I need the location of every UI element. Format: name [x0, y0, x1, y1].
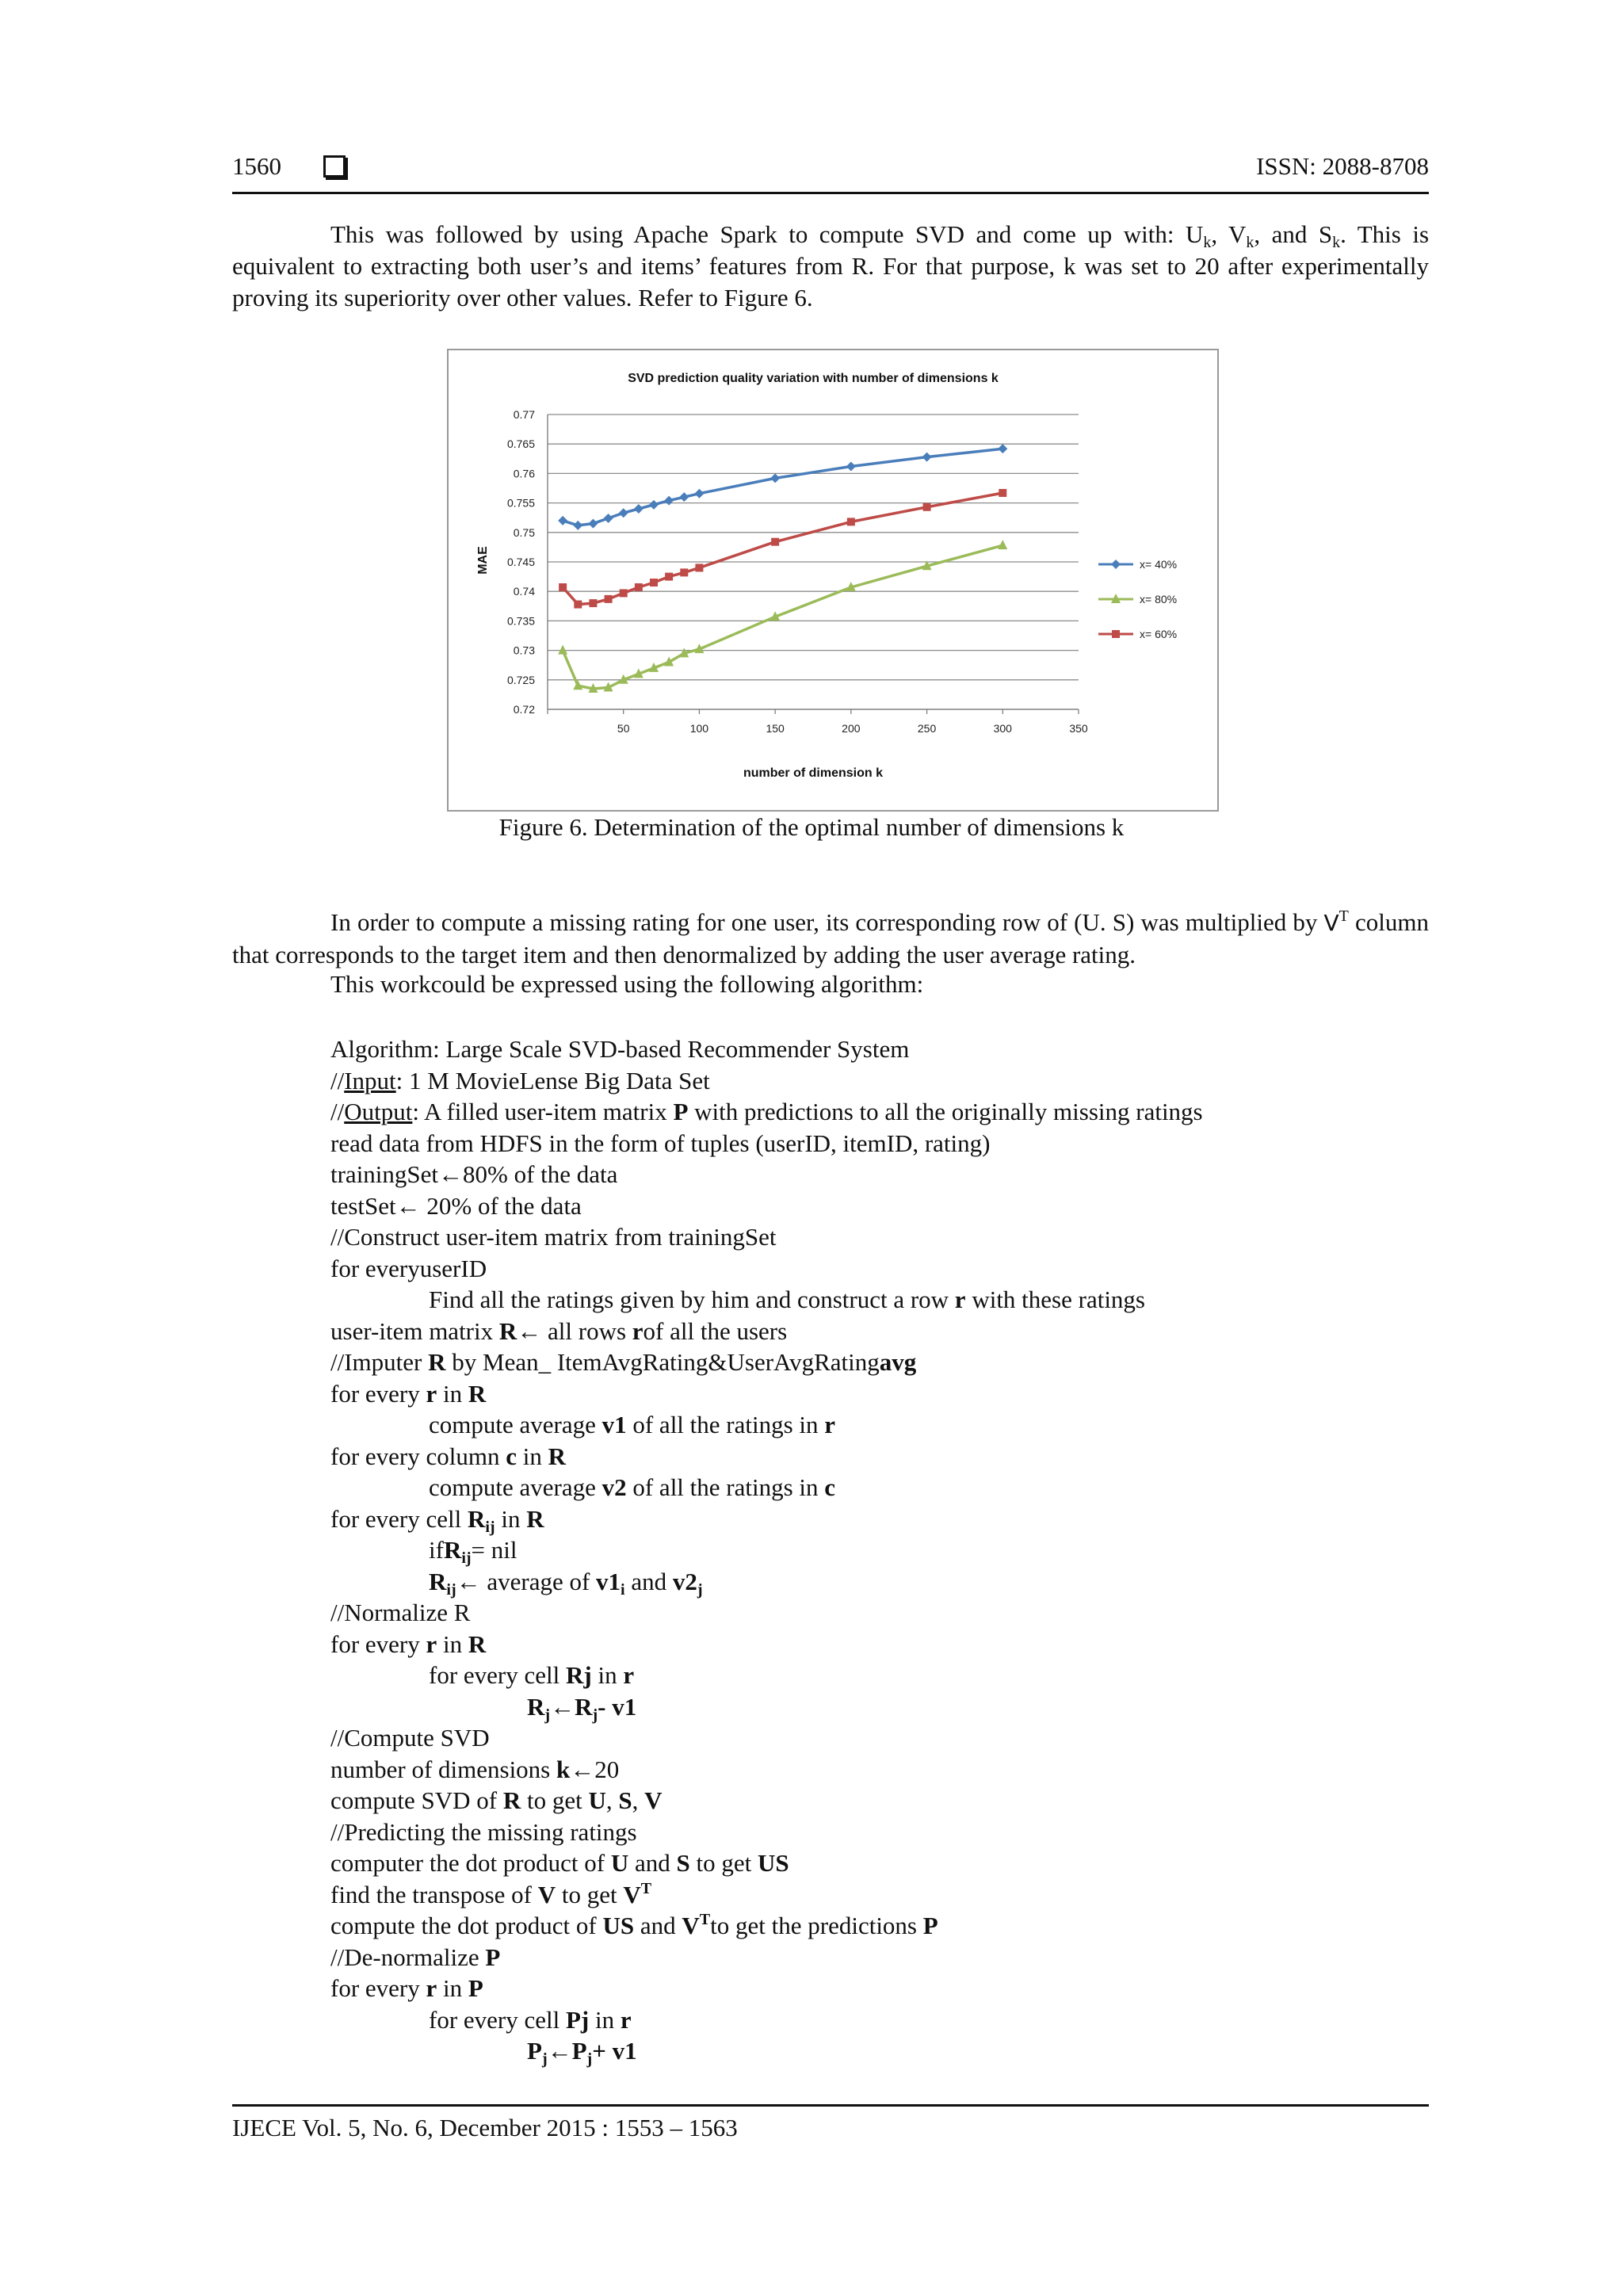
data-point — [998, 540, 1007, 549]
text: R — [548, 1442, 567, 1470]
data-point — [574, 601, 582, 609]
algorithm-line — [330, 1378, 1203, 1410]
text: to get — [521, 1786, 589, 1814]
data-point — [998, 444, 1007, 453]
algorithm-line — [330, 1347, 1203, 1378]
text: R — [468, 1379, 487, 1408]
text: and — [624, 1567, 673, 1595]
text: This was followed by using Apache Spark to compute SVD and come up with: U — [330, 220, 1204, 248]
text: with predictions to all the originally missing ratings — [688, 1098, 1203, 1125]
algorithm-line — [330, 1942, 1203, 1973]
data-point — [558, 645, 567, 655]
text: R — [526, 1504, 544, 1533]
superscript: T — [640, 1879, 652, 1897]
text: S — [618, 1786, 632, 1814]
x-tick-label: 150 — [766, 722, 785, 735]
subscript: j — [697, 1580, 703, 1599]
text: r — [426, 1974, 437, 2002]
text: , and S — [1254, 220, 1333, 248]
y-tick-label: 0.745 — [506, 556, 535, 568]
text: R — [502, 1786, 521, 1814]
output-label: Output — [344, 1098, 413, 1125]
text: r — [954, 1286, 966, 1313]
text: of all the users — [643, 1316, 788, 1345]
text: c — [506, 1442, 517, 1470]
text: find the transpose of — [330, 1880, 538, 1908]
text: ←20 — [570, 1755, 620, 1783]
figure-chart — [447, 349, 1219, 812]
text: P — [468, 1974, 483, 2002]
text: r — [623, 1661, 635, 1689]
algorithm-line — [330, 1503, 1203, 1535]
legend-label: x= 80% — [1140, 593, 1178, 606]
text: computer the dot product of — [330, 1849, 611, 1877]
text: compute SVD of — [330, 1786, 503, 1814]
data-point — [999, 489, 1006, 497]
subscript: k — [1332, 234, 1341, 251]
data-point — [695, 563, 703, 571]
data-point — [649, 500, 659, 510]
text: for every — [330, 1629, 426, 1658]
algorithm-line — [330, 1409, 1203, 1441]
text: of all the ratings in — [626, 1473, 825, 1501]
text: compute average — [429, 1473, 602, 1501]
algorithm-line — [330, 1910, 1203, 1942]
page-number: 1560 — [232, 152, 281, 180]
x-tick-label: 300 — [993, 722, 1012, 735]
text: : A filled user-item matrix — [412, 1098, 674, 1125]
text: c — [824, 1473, 836, 1501]
algorithm-line — [330, 1660, 1203, 1691]
subscript: j — [541, 2050, 548, 2068]
text: ← average of — [456, 1567, 597, 1595]
data-point — [680, 568, 688, 576]
algorithm-line: trainingSet←80% of the data — [330, 1160, 618, 1188]
text: R — [429, 1567, 447, 1595]
subscript: j — [592, 1706, 598, 1724]
footer-citation: IJECE Vol. 5, No. 6, December 2015 : 1553 – 1563 — [232, 2114, 738, 2141]
algorithm-line — [330, 1534, 1203, 1566]
text: if — [429, 1536, 444, 1564]
text: r — [620, 2005, 632, 2034]
algorithm-line: //Normalize R — [330, 1599, 471, 1626]
data-point — [620, 589, 628, 597]
text: k — [556, 1755, 571, 1783]
series-line — [563, 545, 1002, 689]
x-tick-label: 350 — [1069, 722, 1088, 735]
data-point — [847, 518, 855, 525]
data-point — [635, 583, 643, 591]
y-axis-label: MAE — [476, 546, 490, 575]
algorithm-line — [330, 1472, 1203, 1503]
legend-marker — [1112, 630, 1120, 638]
text: in — [437, 1629, 468, 1658]
text: U — [610, 1849, 629, 1877]
text: ← — [550, 1692, 575, 1721]
algorithm-output: //Output: A filled user-item matrix P with predictions to all the originally missing ratings — [330, 1098, 1203, 1125]
algorithm-line — [330, 1566, 1203, 1598]
series-line — [563, 449, 1002, 525]
text: number of dimensions — [330, 1755, 556, 1783]
text: of all the ratings in — [626, 1411, 825, 1438]
superscript: T — [699, 1911, 711, 1928]
algorithm-line — [330, 1973, 1203, 2004]
legend-label: x= 60% — [1140, 628, 1178, 640]
text: P — [571, 2037, 587, 2065]
data-point — [922, 453, 932, 462]
text: R — [468, 1629, 487, 1658]
text: for every — [330, 1379, 426, 1408]
algorithm-line — [330, 2035, 1203, 2067]
text: R — [498, 1316, 517, 1345]
text: r — [426, 1629, 437, 1658]
text: = nil — [471, 1536, 517, 1564]
issn: ISSN: 2088-8708 — [1256, 152, 1429, 180]
square-bullet-icon — [323, 155, 346, 178]
algorithm-line — [330, 1441, 1203, 1473]
algorithm-input: //Input: 1 M MovieLense Big Data Set — [330, 1066, 710, 1095]
text: - v1 — [598, 1692, 637, 1721]
paragraph-lead-in: This workcould be expressed using the following algorithm: — [330, 970, 924, 998]
subscript: i — [621, 1580, 625, 1599]
text: user-item matrix — [330, 1316, 499, 1345]
x-tick-label: 100 — [689, 722, 709, 735]
text: U — [588, 1786, 606, 1814]
input-label: Input — [344, 1066, 396, 1095]
subscript: ij — [485, 1518, 495, 1536]
algorithm-block — [330, 1033, 1203, 2067]
text: v1 — [596, 1567, 621, 1595]
x-tick-label: 50 — [617, 722, 630, 735]
text: , — [605, 1786, 619, 1814]
data-point — [589, 599, 597, 607]
text: for every cell — [429, 1661, 566, 1689]
text: v1 — [601, 1411, 627, 1438]
text: v2 — [672, 1567, 697, 1595]
algorithm-title: Algorithm: Large Scale SVD-based Recommender System — [330, 1035, 910, 1063]
data-point — [558, 516, 567, 525]
text: In order to compute a missing rating for one user, its corresponding row of (U. S) was multiplied by — [330, 908, 1324, 936]
y-tick-label: 0.765 — [506, 437, 535, 451]
data-point — [694, 489, 704, 499]
text: V — [1323, 910, 1339, 936]
data-point — [573, 680, 582, 690]
y-tick-label: 0.735 — [506, 614, 535, 628]
text: to get the predictions — [710, 1912, 923, 1939]
x-axis-label: number of dimension k — [743, 766, 884, 780]
algorithm-line: testSet← 20% of the data — [330, 1191, 582, 1220]
x-tick-label: 250 — [917, 722, 937, 735]
text: in — [495, 1504, 527, 1533]
subscript: ij — [461, 1549, 472, 1567]
algorithm-line: for everyuserID — [330, 1254, 487, 1282]
text: R — [527, 1692, 545, 1721]
text: V — [537, 1880, 556, 1908]
y-tick-label: 0.73 — [513, 644, 535, 657]
text: v2 — [601, 1473, 627, 1501]
data-point — [664, 496, 674, 506]
text: P — [485, 1943, 501, 1971]
text: US — [757, 1849, 789, 1877]
data-point — [619, 508, 628, 518]
x-tick-label: 200 — [842, 722, 861, 735]
text: for every cell — [429, 2005, 566, 2034]
text: R — [443, 1536, 462, 1564]
text: compute average — [429, 1411, 602, 1438]
subscript: ij — [446, 1580, 456, 1599]
y-tick-label: 0.72 — [513, 703, 535, 716]
algorithm-line — [330, 1847, 1203, 1879]
header-rule — [232, 192, 1429, 194]
text: ← all rows — [517, 1316, 632, 1345]
text: in — [591, 1661, 624, 1689]
text: S — [676, 1849, 690, 1877]
algorithm-line — [330, 1629, 1203, 1660]
text: r — [824, 1411, 836, 1438]
algorithm-line — [330, 1284, 1203, 1316]
text: . This is equivalent to extracting both user’s and items’ features from R. For that purpose, k was set to 20 after experimentally proving its superiority over other values. Refer to Figure 6. — [232, 220, 1430, 311]
text: to get — [689, 1849, 758, 1877]
text: //De-normalize — [330, 1943, 486, 1971]
text: for every cell — [330, 1504, 468, 1533]
data-point — [679, 492, 689, 502]
data-point — [771, 538, 779, 546]
chart-title: SVD prediction quality variation with number of dimensions k — [628, 372, 999, 385]
figure-caption: Figure 6. Determination of the optimal number of dimensions k — [498, 813, 1125, 841]
data-point — [559, 583, 567, 591]
text: in — [517, 1442, 548, 1470]
text: compute the dot product of — [330, 1912, 603, 1939]
text: R — [428, 1348, 446, 1376]
y-tick-label: 0.75 — [513, 525, 535, 539]
text: in — [437, 1974, 468, 2002]
text: r — [426, 1379, 437, 1408]
text: US — [602, 1912, 635, 1939]
data-point — [605, 595, 613, 603]
text: for every column — [330, 1442, 506, 1470]
text: Pj — [565, 2005, 590, 2034]
subscript: k — [1246, 234, 1254, 251]
chart-svg — [449, 350, 1217, 810]
text: r — [632, 1316, 643, 1345]
data-point — [650, 579, 658, 586]
algorithm-line: //Compute SVD — [330, 1724, 490, 1752]
data-point — [604, 514, 613, 523]
superscript: T — [1338, 907, 1349, 925]
legend-marker — [1111, 560, 1121, 569]
subscript: j — [544, 1706, 551, 1724]
text: ← — [547, 2037, 572, 2065]
text: in — [589, 2005, 621, 2034]
algorithm-line: //Predicting the missing ratings — [330, 1817, 637, 1846]
paragraph-missing-rating — [232, 907, 1429, 971]
text: V — [623, 1880, 641, 1908]
text: , V — [1211, 220, 1247, 248]
y-tick-label: 0.725 — [506, 673, 535, 686]
text: to get — [556, 1880, 624, 1908]
text: R — [575, 1692, 593, 1721]
data-point — [770, 473, 780, 483]
text: and — [628, 1849, 677, 1877]
algorithm-line — [330, 1879, 1203, 1911]
footer-rule — [232, 2104, 1429, 2107]
y-tick-label: 0.74 — [513, 585, 535, 598]
text: , — [632, 1786, 645, 1814]
data-point — [634, 504, 643, 514]
algorithm-line — [330, 1785, 1203, 1817]
subscript: k — [1203, 234, 1212, 251]
text: Find all the ratings given by him and construct a row — [429, 1286, 955, 1313]
text: P — [527, 2037, 542, 2065]
series-line — [563, 493, 1002, 605]
y-tick-label: 0.76 — [513, 467, 535, 480]
text: + v1 — [592, 2037, 637, 2065]
algorithm-line — [330, 2004, 1203, 2036]
text: V — [644, 1786, 663, 1814]
text: column that corresponds to the target item and then denormalized by adding the user average rating. — [232, 908, 1429, 968]
text: P — [922, 1912, 938, 1939]
y-tick-label: 0.755 — [506, 496, 535, 510]
algorithm-line — [330, 1754, 1203, 1786]
data-point — [665, 573, 673, 581]
algorithm-line: //Construct user-item matrix from trainingSet — [330, 1223, 777, 1251]
data-point — [573, 521, 582, 530]
text: : 1 M MovieLense Big Data Set — [395, 1066, 710, 1095]
text: in — [437, 1379, 468, 1408]
subscript: j — [586, 2050, 593, 2068]
y-tick-label: 0.77 — [513, 408, 535, 421]
text: avg — [879, 1348, 917, 1376]
data-point — [846, 461, 856, 471]
text: V — [682, 1912, 700, 1939]
data-point — [923, 503, 931, 511]
algorithm-line — [330, 1691, 1203, 1723]
text: and — [634, 1912, 682, 1939]
paragraph-intro — [232, 219, 1429, 314]
text: P — [673, 1098, 689, 1125]
text: R — [467, 1504, 486, 1533]
text: with these ratings — [965, 1286, 1145, 1313]
text: by Mean_ ItemAvgRating&UserAvgRating — [445, 1348, 880, 1376]
algorithm-line: read data from HDFS in the form of tuples (userID, itemID, rating) — [330, 1129, 991, 1157]
data-point — [588, 519, 598, 529]
text: Rj — [565, 1661, 592, 1689]
text: for every — [330, 1974, 426, 2002]
legend-label: x= 40% — [1140, 558, 1178, 571]
algorithm-line — [330, 1316, 1203, 1347]
text: //Imputer — [330, 1348, 429, 1376]
